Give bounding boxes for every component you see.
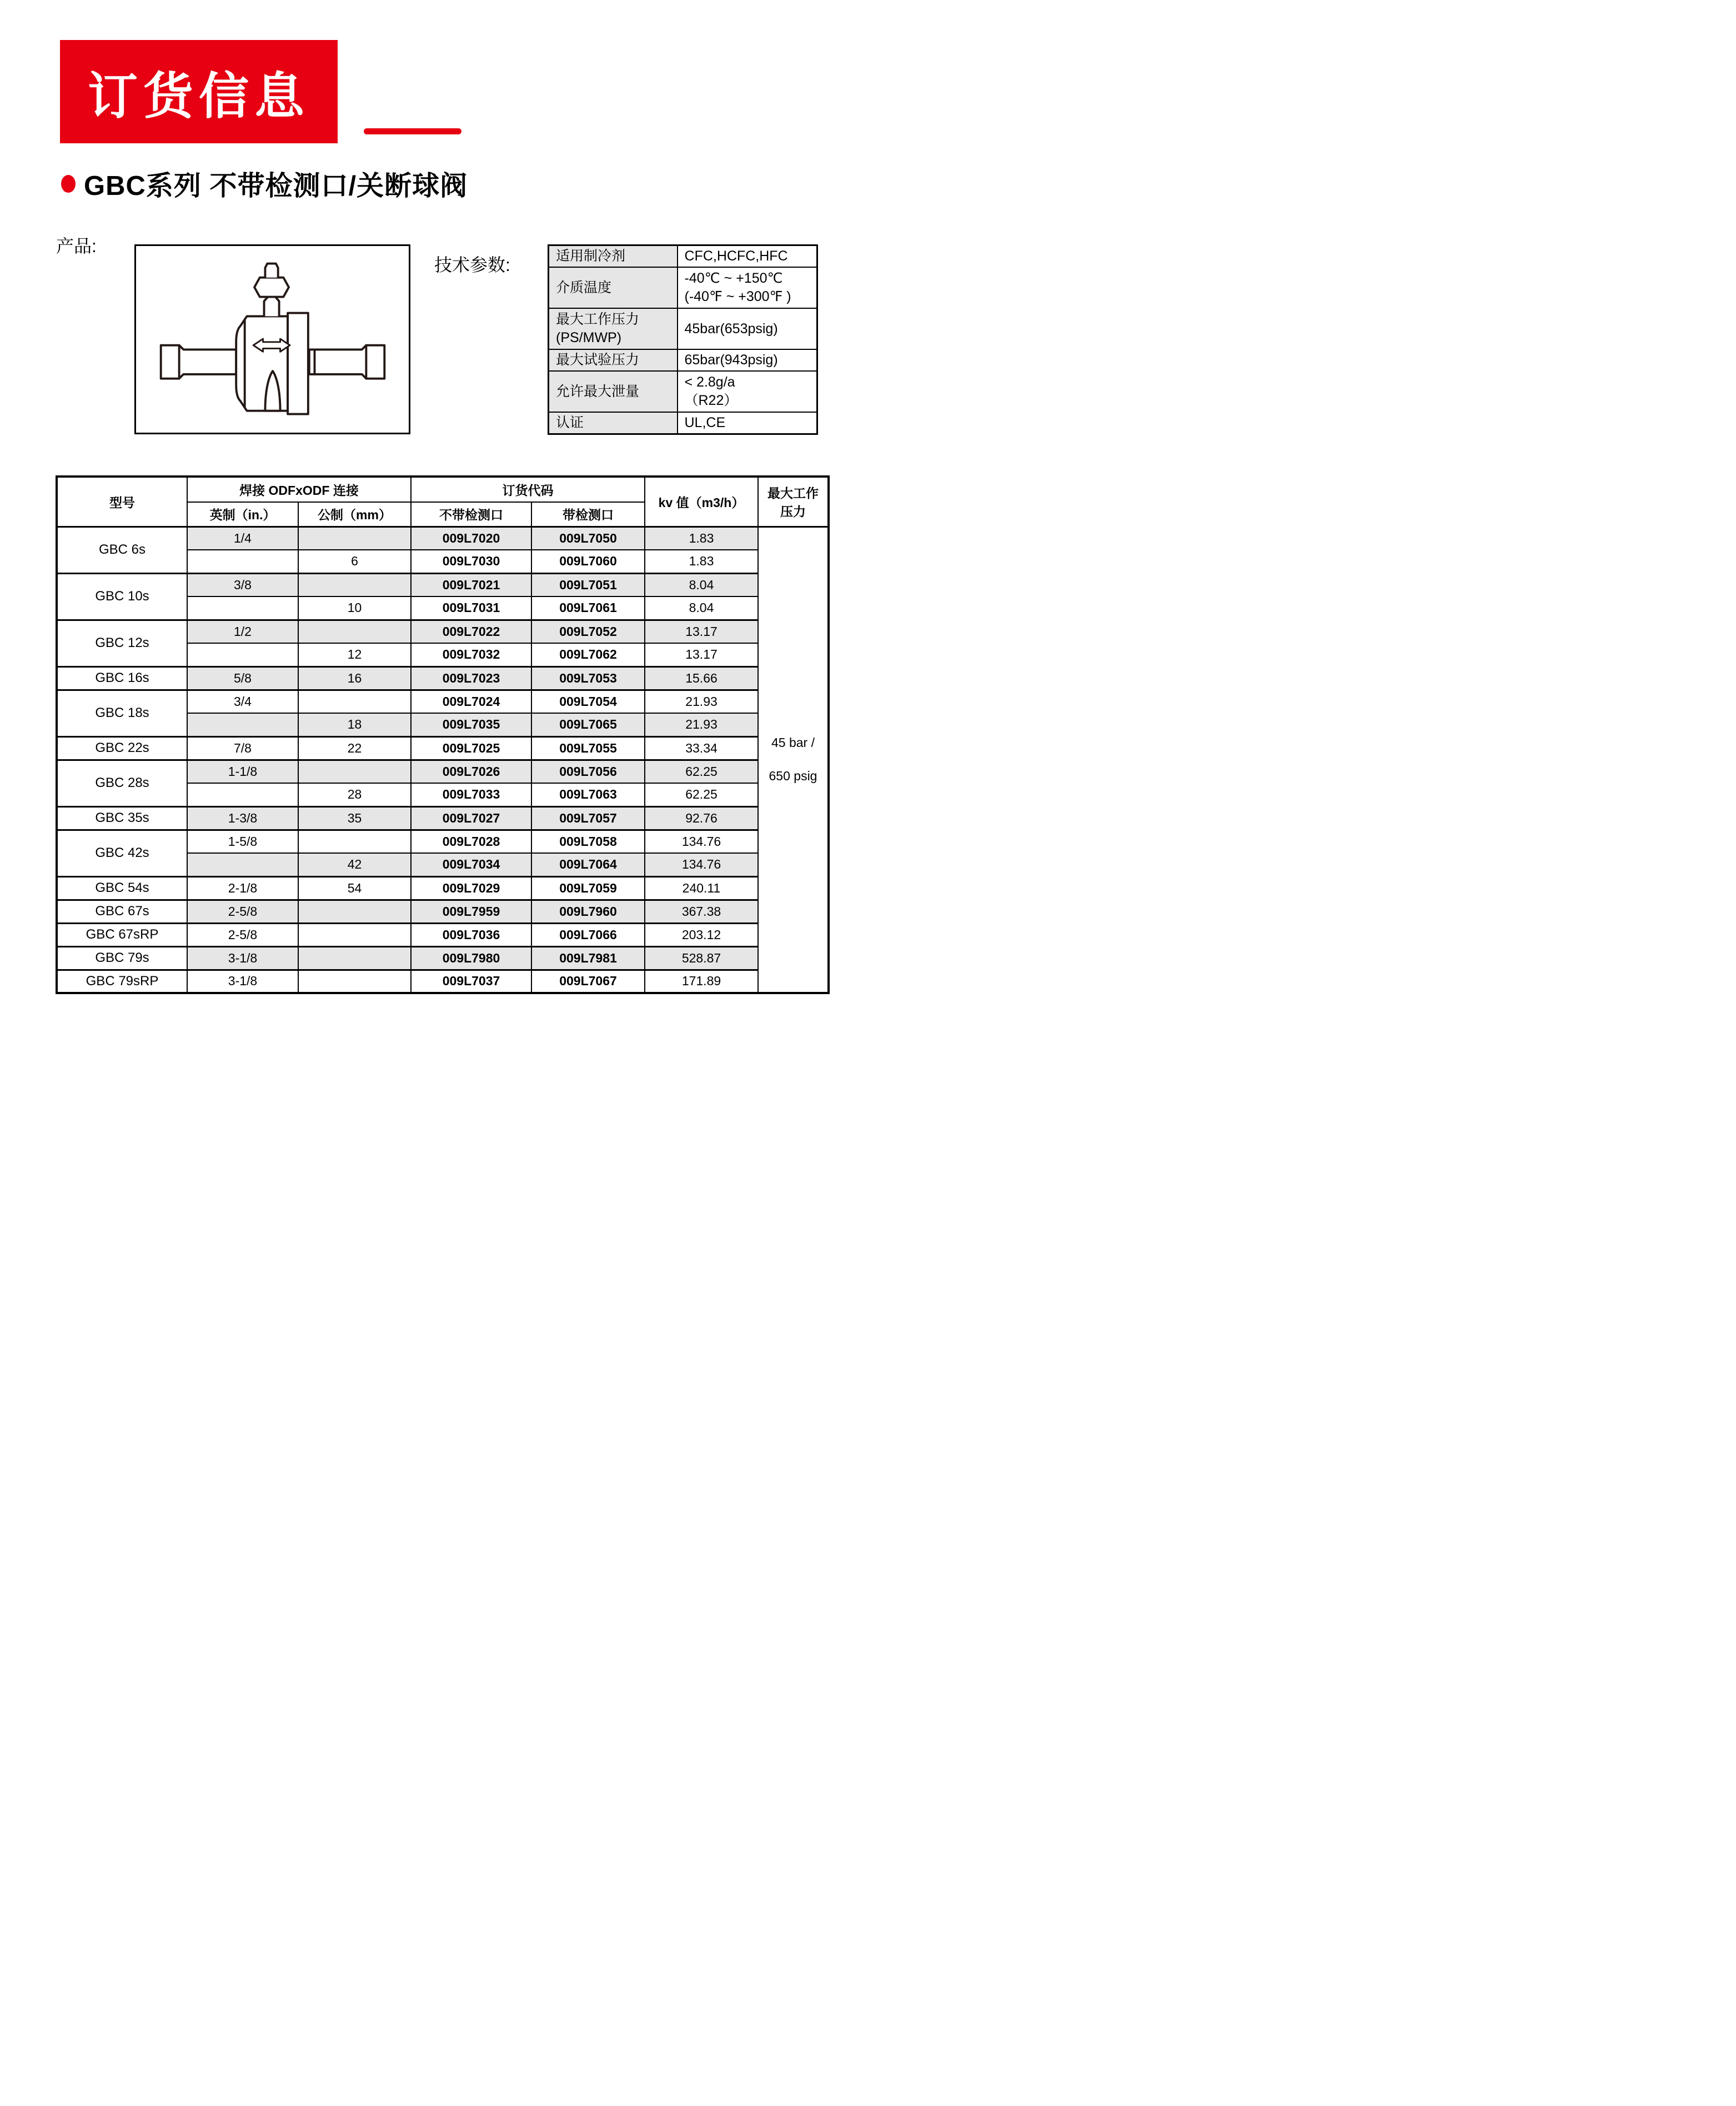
header-line: 压力: [780, 504, 806, 519]
table-row: [57, 970, 829, 993]
tech-row-max-working-pressure: [549, 308, 817, 349]
valve-stem: [264, 297, 279, 317]
model-cell: GBC 54s: [57, 876, 187, 900]
code-without-port-cell: 009L7022: [411, 620, 531, 643]
kv-cell: 62.25: [645, 783, 758, 806]
kv-cell: 8.04: [645, 596, 758, 620]
tech-label-cell: 认证: [549, 412, 678, 434]
code-with-port-cell: 009L7056: [531, 760, 645, 783]
kv-cell: 21.93: [645, 690, 758, 713]
model-cell: GBC 67sRP: [57, 923, 187, 946]
model-cell: GBC 67s: [57, 900, 187, 923]
col-header-with-test-port: 带检测口: [531, 502, 645, 526]
model-cell: GBC 42s: [57, 830, 187, 876]
inch-cell: 5/8: [187, 666, 298, 690]
metric-cell: [298, 830, 411, 853]
header-row-1: [57, 477, 829, 502]
metric-cell: 54: [298, 876, 411, 900]
inch-cell: 3-1/8: [187, 946, 298, 970]
value-line: < 2.8g/a: [684, 374, 735, 390]
table-row: [57, 876, 829, 900]
code-without-port-cell: 009L7026: [411, 760, 531, 783]
kv-cell: 21.93: [645, 713, 758, 736]
order-info-table: [56, 475, 830, 994]
code-with-port-cell: 009L7051: [531, 573, 645, 596]
tech-params-label: 技术参数:: [434, 255, 510, 275]
tech-value-cell: UL,CE: [678, 412, 817, 434]
table-row: [57, 690, 829, 713]
code-without-port-cell: 009L7027: [411, 806, 531, 830]
code-without-port-cell: 009L7030: [411, 550, 531, 573]
section-title: GBC系列 不带检测口/关断球阀: [84, 171, 468, 201]
header-line: 最大工作: [767, 486, 819, 501]
tech-label-cell: 适用制冷剂: [549, 245, 678, 268]
kv-cell: 15.66: [645, 666, 758, 690]
kv-cell: 1.83: [645, 526, 758, 550]
code-with-port-cell: 009L7061: [531, 596, 645, 620]
model-cell: GBC 28s: [57, 760, 187, 806]
tech-label-cell: 最大试验压力: [549, 349, 678, 371]
code-without-port-cell: 009L7035: [411, 713, 531, 736]
table-row: [57, 830, 829, 853]
metric-cell: 10: [298, 596, 411, 620]
code-without-port-cell: 009L7025: [411, 736, 531, 760]
tech-row-certification: [549, 412, 817, 434]
kv-cell: 13.17: [645, 620, 758, 643]
col-header-kv: kv 值（m3/h）: [645, 477, 758, 526]
inch-cell: 2-5/8: [187, 923, 298, 946]
model-cell: GBC 16s: [57, 666, 187, 690]
model-cell: GBC 12s: [57, 620, 187, 666]
table-row: [57, 900, 829, 923]
table-row: [57, 946, 829, 970]
metric-cell: 42: [298, 853, 411, 876]
metric-cell: 22: [298, 736, 411, 760]
col-header-model: 型号: [57, 477, 187, 526]
table-row: [57, 806, 829, 830]
inch-cell: 1-5/8: [187, 830, 298, 853]
code-with-port-cell: 009L7055: [531, 736, 645, 760]
code-without-port-cell: 009L7032: [411, 643, 531, 666]
table-row: [57, 526, 829, 550]
red-dash-divider: [364, 128, 461, 134]
valve-cap: [265, 264, 278, 278]
inch-cell: 3-1/8: [187, 970, 298, 993]
table-row: [57, 573, 829, 596]
model-cell: GBC 6s: [57, 526, 187, 573]
code-with-port-cell: 009L7067: [531, 970, 645, 993]
inch-cell: 1-3/8: [187, 806, 298, 830]
inch-cell: [187, 643, 298, 666]
code-without-port-cell: 009L7021: [411, 573, 531, 596]
code-without-port-cell: 009L7029: [411, 876, 531, 900]
tech-value-cell: CFC,HCFC,HFC: [678, 245, 817, 268]
label-line: (PS/MWP): [556, 330, 622, 345]
metric-cell: [298, 573, 411, 596]
pressure-line: 650 psig: [769, 768, 817, 783]
code-without-port-cell: 009L7028: [411, 830, 531, 853]
inch-cell: 2-5/8: [187, 900, 298, 923]
kv-cell: 1.83: [645, 550, 758, 573]
col-header-no-test-port: 不带检测口: [411, 502, 531, 526]
code-with-port-cell: 009L7063: [531, 783, 645, 806]
metric-cell: [298, 690, 411, 713]
col-header-inch: 英制（in.）: [187, 502, 298, 526]
table-row: [57, 923, 829, 946]
code-with-port-cell: 009L7066: [531, 923, 645, 946]
code-without-port-cell: 009L7033: [411, 783, 531, 806]
code-with-port-cell: 009L7960: [531, 900, 645, 923]
table-row: [57, 620, 829, 643]
tech-value-cell: [678, 371, 817, 412]
kv-cell: 134.76: [645, 853, 758, 876]
metric-cell: 18: [298, 713, 411, 736]
tech-row-media-temp: [549, 267, 817, 308]
model-cell: GBC 35s: [57, 806, 187, 830]
code-with-port-cell: 009L7060: [531, 550, 645, 573]
max-pressure-cell: [758, 526, 829, 993]
code-without-port-cell: 009L7980: [411, 946, 531, 970]
tech-row-max-leakage: [549, 371, 817, 412]
kv-cell: 92.76: [645, 806, 758, 830]
model-cell: GBC 79s: [57, 946, 187, 970]
product-label: 产品:: [56, 236, 97, 256]
code-without-port-cell: 009L7031: [411, 596, 531, 620]
code-without-port-cell: 009L7036: [411, 923, 531, 946]
kv-cell: 528.87: [645, 946, 758, 970]
code-with-port-cell: 009L7064: [531, 853, 645, 876]
code-without-port-cell: 009L7959: [411, 900, 531, 923]
code-with-port-cell: 009L7057: [531, 806, 645, 830]
kv-cell: 171.89: [645, 970, 758, 993]
tech-label-cell: 介质温度: [549, 267, 678, 308]
product-drawing-box: [134, 244, 410, 434]
value-line: (-40℉ ~ +300℉ ): [684, 289, 791, 304]
valve-right-pipe: [309, 345, 384, 379]
kv-cell: 8.04: [645, 573, 758, 596]
model-cell: GBC 79sRP: [57, 970, 187, 993]
metric-cell: 35: [298, 806, 411, 830]
inch-cell: 2-1/8: [187, 876, 298, 900]
bullet-icon: [61, 175, 76, 193]
pressure-line: 45 bar /: [771, 735, 815, 750]
tech-row-refrigerant: [549, 245, 817, 268]
tech-label-cell: 允许最大泄量: [549, 371, 678, 412]
code-without-port-cell: 009L7020: [411, 526, 531, 550]
kv-cell: 33.34: [645, 736, 758, 760]
tech-params-table: [548, 244, 818, 435]
inch-cell: 1/2: [187, 620, 298, 643]
metric-cell: [298, 946, 411, 970]
metric-cell: 16: [298, 666, 411, 690]
code-with-port-cell: 009L7981: [531, 946, 645, 970]
kv-cell: 134.76: [645, 830, 758, 853]
inch-cell: [187, 596, 298, 620]
tech-label-cell: [549, 308, 678, 349]
kv-cell: 13.17: [645, 643, 758, 666]
metric-cell: [298, 900, 411, 923]
inch-cell: [187, 853, 298, 876]
model-cell: GBC 22s: [57, 736, 187, 760]
metric-cell: [298, 970, 411, 993]
code-with-port-cell: 009L7065: [531, 713, 645, 736]
code-with-port-cell: 009L7052: [531, 620, 645, 643]
code-without-port-cell: 009L7034: [411, 853, 531, 876]
code-without-port-cell: 009L7023: [411, 666, 531, 690]
table-row: [57, 760, 829, 783]
code-with-port-cell: 009L7053: [531, 666, 645, 690]
metric-cell: 12: [298, 643, 411, 666]
ordering-info-banner: [60, 40, 338, 143]
inch-cell: [187, 783, 298, 806]
metric-cell: [298, 620, 411, 643]
valve-flange: [288, 313, 308, 414]
code-without-port-cell: 009L7024: [411, 690, 531, 713]
code-with-port-cell: 009L7050: [531, 526, 645, 550]
metric-cell: [298, 760, 411, 783]
kv-cell: 240.11: [645, 876, 758, 900]
label-line: 最大工作压力: [556, 312, 640, 327]
model-cell: GBC 18s: [57, 690, 187, 736]
section-heading: [61, 164, 468, 203]
tech-value-cell: 65bar(943psig): [678, 349, 817, 371]
inch-cell: 1-1/8: [187, 760, 298, 783]
col-header-order-code: 订货代码: [411, 477, 645, 502]
tech-row-max-test-pressure: [549, 349, 817, 371]
code-with-port-cell: 009L7054: [531, 690, 645, 713]
metric-cell: [298, 923, 411, 946]
page-title: 订货信息: [88, 69, 310, 124]
valve-hex-nut: [254, 278, 289, 297]
col-header-weld-connection: 焊接 ODFxODF 连接: [187, 477, 411, 502]
tech-value-cell: 45bar(653psig): [678, 308, 817, 349]
table-row: [57, 666, 829, 690]
code-without-port-cell: 009L7037: [411, 970, 531, 993]
value-line: -40℃ ~ +150℃: [684, 270, 783, 286]
inch-cell: 1/4: [187, 526, 298, 550]
kv-cell: 367.38: [645, 900, 758, 923]
code-with-port-cell: 009L7059: [531, 876, 645, 900]
inch-cell: [187, 713, 298, 736]
inch-cell: 3/4: [187, 690, 298, 713]
code-with-port-cell: 009L7058: [531, 830, 645, 853]
model-cell: GBC 10s: [57, 573, 187, 620]
inch-cell: [187, 550, 298, 573]
datasheet-page: [0, 0, 868, 1053]
ball-valve-drawing-icon: [153, 256, 393, 423]
valve-left-pipe: [160, 345, 235, 379]
kv-cell: 62.25: [645, 760, 758, 783]
value-line: （R22）: [684, 393, 738, 408]
inch-cell: 7/8: [187, 736, 298, 760]
metric-cell: [298, 526, 411, 550]
code-with-port-cell: 009L7062: [531, 643, 645, 666]
inch-cell: 3/8: [187, 573, 298, 596]
col-header-metric: 公制（mm）: [298, 502, 411, 526]
col-header-max-pressure: [758, 477, 829, 526]
metric-cell: 6: [298, 550, 411, 573]
tech-value-cell: [678, 267, 817, 308]
kv-cell: 203.12: [645, 923, 758, 946]
table-row: [57, 736, 829, 760]
metric-cell: 28: [298, 783, 411, 806]
